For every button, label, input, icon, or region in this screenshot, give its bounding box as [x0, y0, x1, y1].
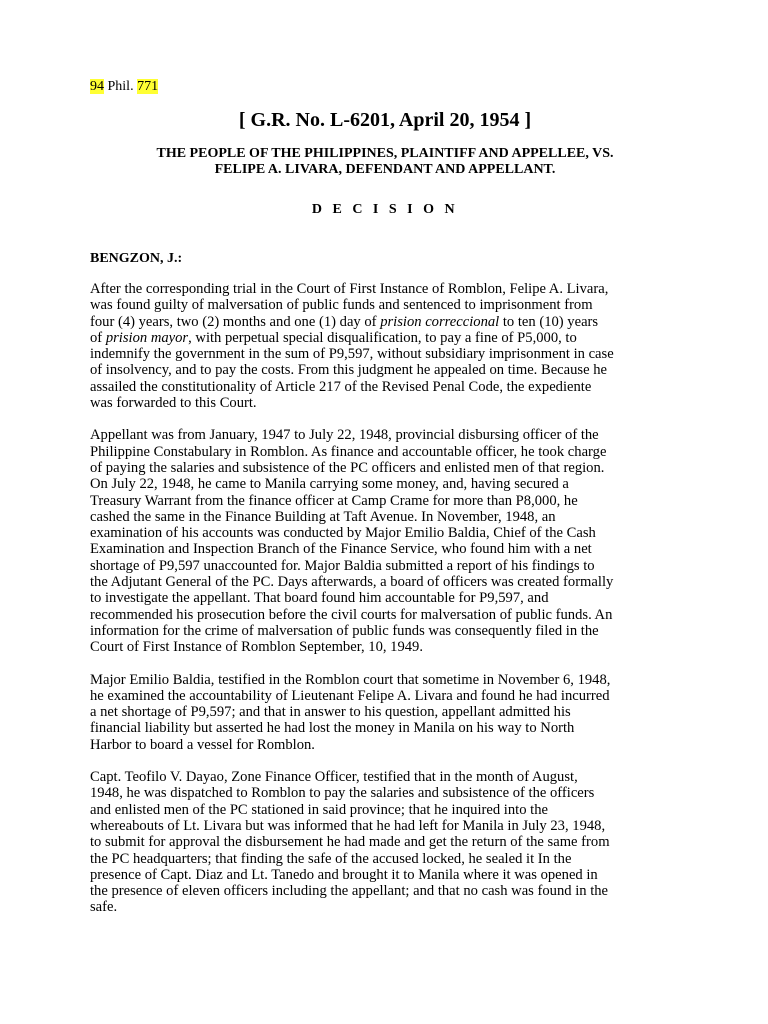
paragraph-4-line: whereabouts of Lt. Livara but was informed that he had left for Manila in July 23, 1948, [90, 817, 606, 834]
paragraph-3-line: financial liability but asserted he had lost the money in Manila on his way to North [90, 720, 575, 737]
paragraph-3-line: a net shortage of P9,597; and that in answer to his question, appellant admitted his [90, 704, 571, 721]
line4-text: , with perpetual special disqualification, to pay a fine of P5,000, to [188, 329, 577, 346]
paragraph-1 [90, 281, 680, 411]
paragraph-3 [90, 672, 680, 753]
paragraph-2-line: Court of First Instance of Romblon September, 10, 1949. [90, 639, 424, 656]
citation-volume[interactable]: 94 [90, 79, 104, 94]
paragraph-2-line: Examination and Inspection Branch of the Finance Service, who found him with a net [90, 541, 592, 558]
italic-term: prision mayor [105, 329, 189, 346]
paragraph-2-line: examination of his accounts was conducted by Major Emilio Baldia, Chief of the Cash [90, 525, 596, 542]
paragraph-4-line: safe. [90, 899, 118, 916]
paragraph-2-line: to investigate the appellant. That board found him accountable for P9,597, and [90, 590, 549, 607]
paragraph-1-line: of insolvency, and to pay the costs. From this judgment he appealed on time. Because he [90, 362, 608, 379]
paragraph-2-line: Treasury Warrant from the finance officer at Camp Crame for more than P8,000, he [90, 492, 578, 509]
paragraph-2-line: recommended his prosecution before the civil courts for malversation of public funds. An [90, 606, 613, 623]
line4-text: of [90, 329, 106, 346]
paragraph-1-line [90, 314, 680, 330]
paragraph-2-line: Appellant was from January, 1947 to July 22, 1948, provincial disbursing officer of the [90, 427, 599, 444]
paragraph-2-line: cashed the same in the Finance Building at Taft Avenue. In November, 1948, an [90, 508, 556, 525]
paragraph-1-line: was forwarded to this Court. [90, 395, 257, 412]
paragraph-4-line: the PC headquarters; that finding the safe of the accused locked, he sealed it In the [90, 850, 572, 867]
paragraph-2 [90, 427, 680, 655]
paragraph-2-line: Philippine Constabulary in Romblon. As finance and accountable officer, he took charge [90, 443, 607, 460]
paragraph-4-line: 1948, he was dispatched to Romblon to pay the salaries and subsistence of the officers [90, 785, 595, 802]
decision-heading: D E C I S I O N [311, 202, 459, 217]
line3-text: four (4) years, two (2) months and one (1) day of [90, 313, 381, 330]
paragraph-2-line: information for the crime of malversation of public funds was consequently filed in the [90, 622, 599, 639]
paragraph-4-line: to submit for approval the disbursement he had made and get the return of the same from [90, 834, 610, 851]
document-page [90, 78, 680, 932]
parties-line-2: FELIPE A. LIVARA, DEFENDANT AND APPELLANT. [214, 162, 556, 177]
italic-term: prision correccional [380, 313, 500, 330]
parties-line-1: THE PEOPLE OF THE PHILIPPINES, PLAINTIFF AND APPELLEE, VS. [156, 146, 614, 161]
paragraph-1-line: assailed the constitutionality of Article 217 of the Revised Penal Code, the expediente [90, 378, 592, 395]
paragraph-4-line: presence of Capt. Diaz and Lt. Tanedo and brought it to Manila where it was opened in [90, 866, 598, 883]
paragraph-4-line: Capt. Teofilo V. Dayao, Zone Finance Officer, testified that in the month of August, [90, 769, 578, 786]
paragraph-4 [90, 769, 680, 916]
paragraph-3-line: he examined the accountability of Lieutenant Felipe A. Livara and found he had incurred [90, 687, 610, 704]
paragraph-3-line: Major Emilio Baldia, testified in the Romblon court that sometime in November 6, 1948, [90, 671, 611, 688]
citation-page[interactable]: 771 [137, 79, 159, 94]
paragraph-1-line: indemnify the government in the sum of P9,597, without subsidiary imprisonment in case [90, 346, 614, 363]
case-number: [ G.R. No. L-6201, April 20, 1954 ] [238, 109, 532, 131]
case-parties [90, 146, 680, 178]
paragraph-2-line: shortage of P9,597 unaccounted for. Major Baldia submitted a report of his findings to [90, 557, 595, 574]
citation-separator: . [130, 79, 134, 94]
citation-reporter: Phil [107, 79, 131, 94]
paragraph-1-line [90, 330, 680, 346]
paragraph-4-line: and enlisted men of the PC stationed in said province; that he inquired into the [90, 801, 548, 818]
paragraph-3-line: Harbor to board a vessel for Romblon. [90, 736, 315, 753]
ponente: BENGZON, J.: [90, 251, 183, 266]
paragraph-1-line: After the corresponding trial in the Court of First Instance of Romblon, Felipe A. Livara, [90, 281, 609, 297]
line3-text: to ten (10) years [499, 313, 599, 330]
paragraph-2-line: On July 22, 1948, he came to Manila carrying some money, and, having secured a [90, 476, 569, 493]
paragraph-4-line: the presence of eleven officers including the appellant; and that no cash was found in the [90, 883, 609, 900]
paragraph-1-line: was found guilty of malversation of public funds and sentenced to imprisonment from [90, 297, 593, 314]
paragraph-2-line: the Adjutant General of the PC. Days afterwards, a board of officers was created formally [90, 574, 614, 591]
paragraph-2-line: of paying the salaries and subsistence of the PC officers and enlisted men of that region. [90, 459, 605, 476]
citation [90, 78, 680, 96]
